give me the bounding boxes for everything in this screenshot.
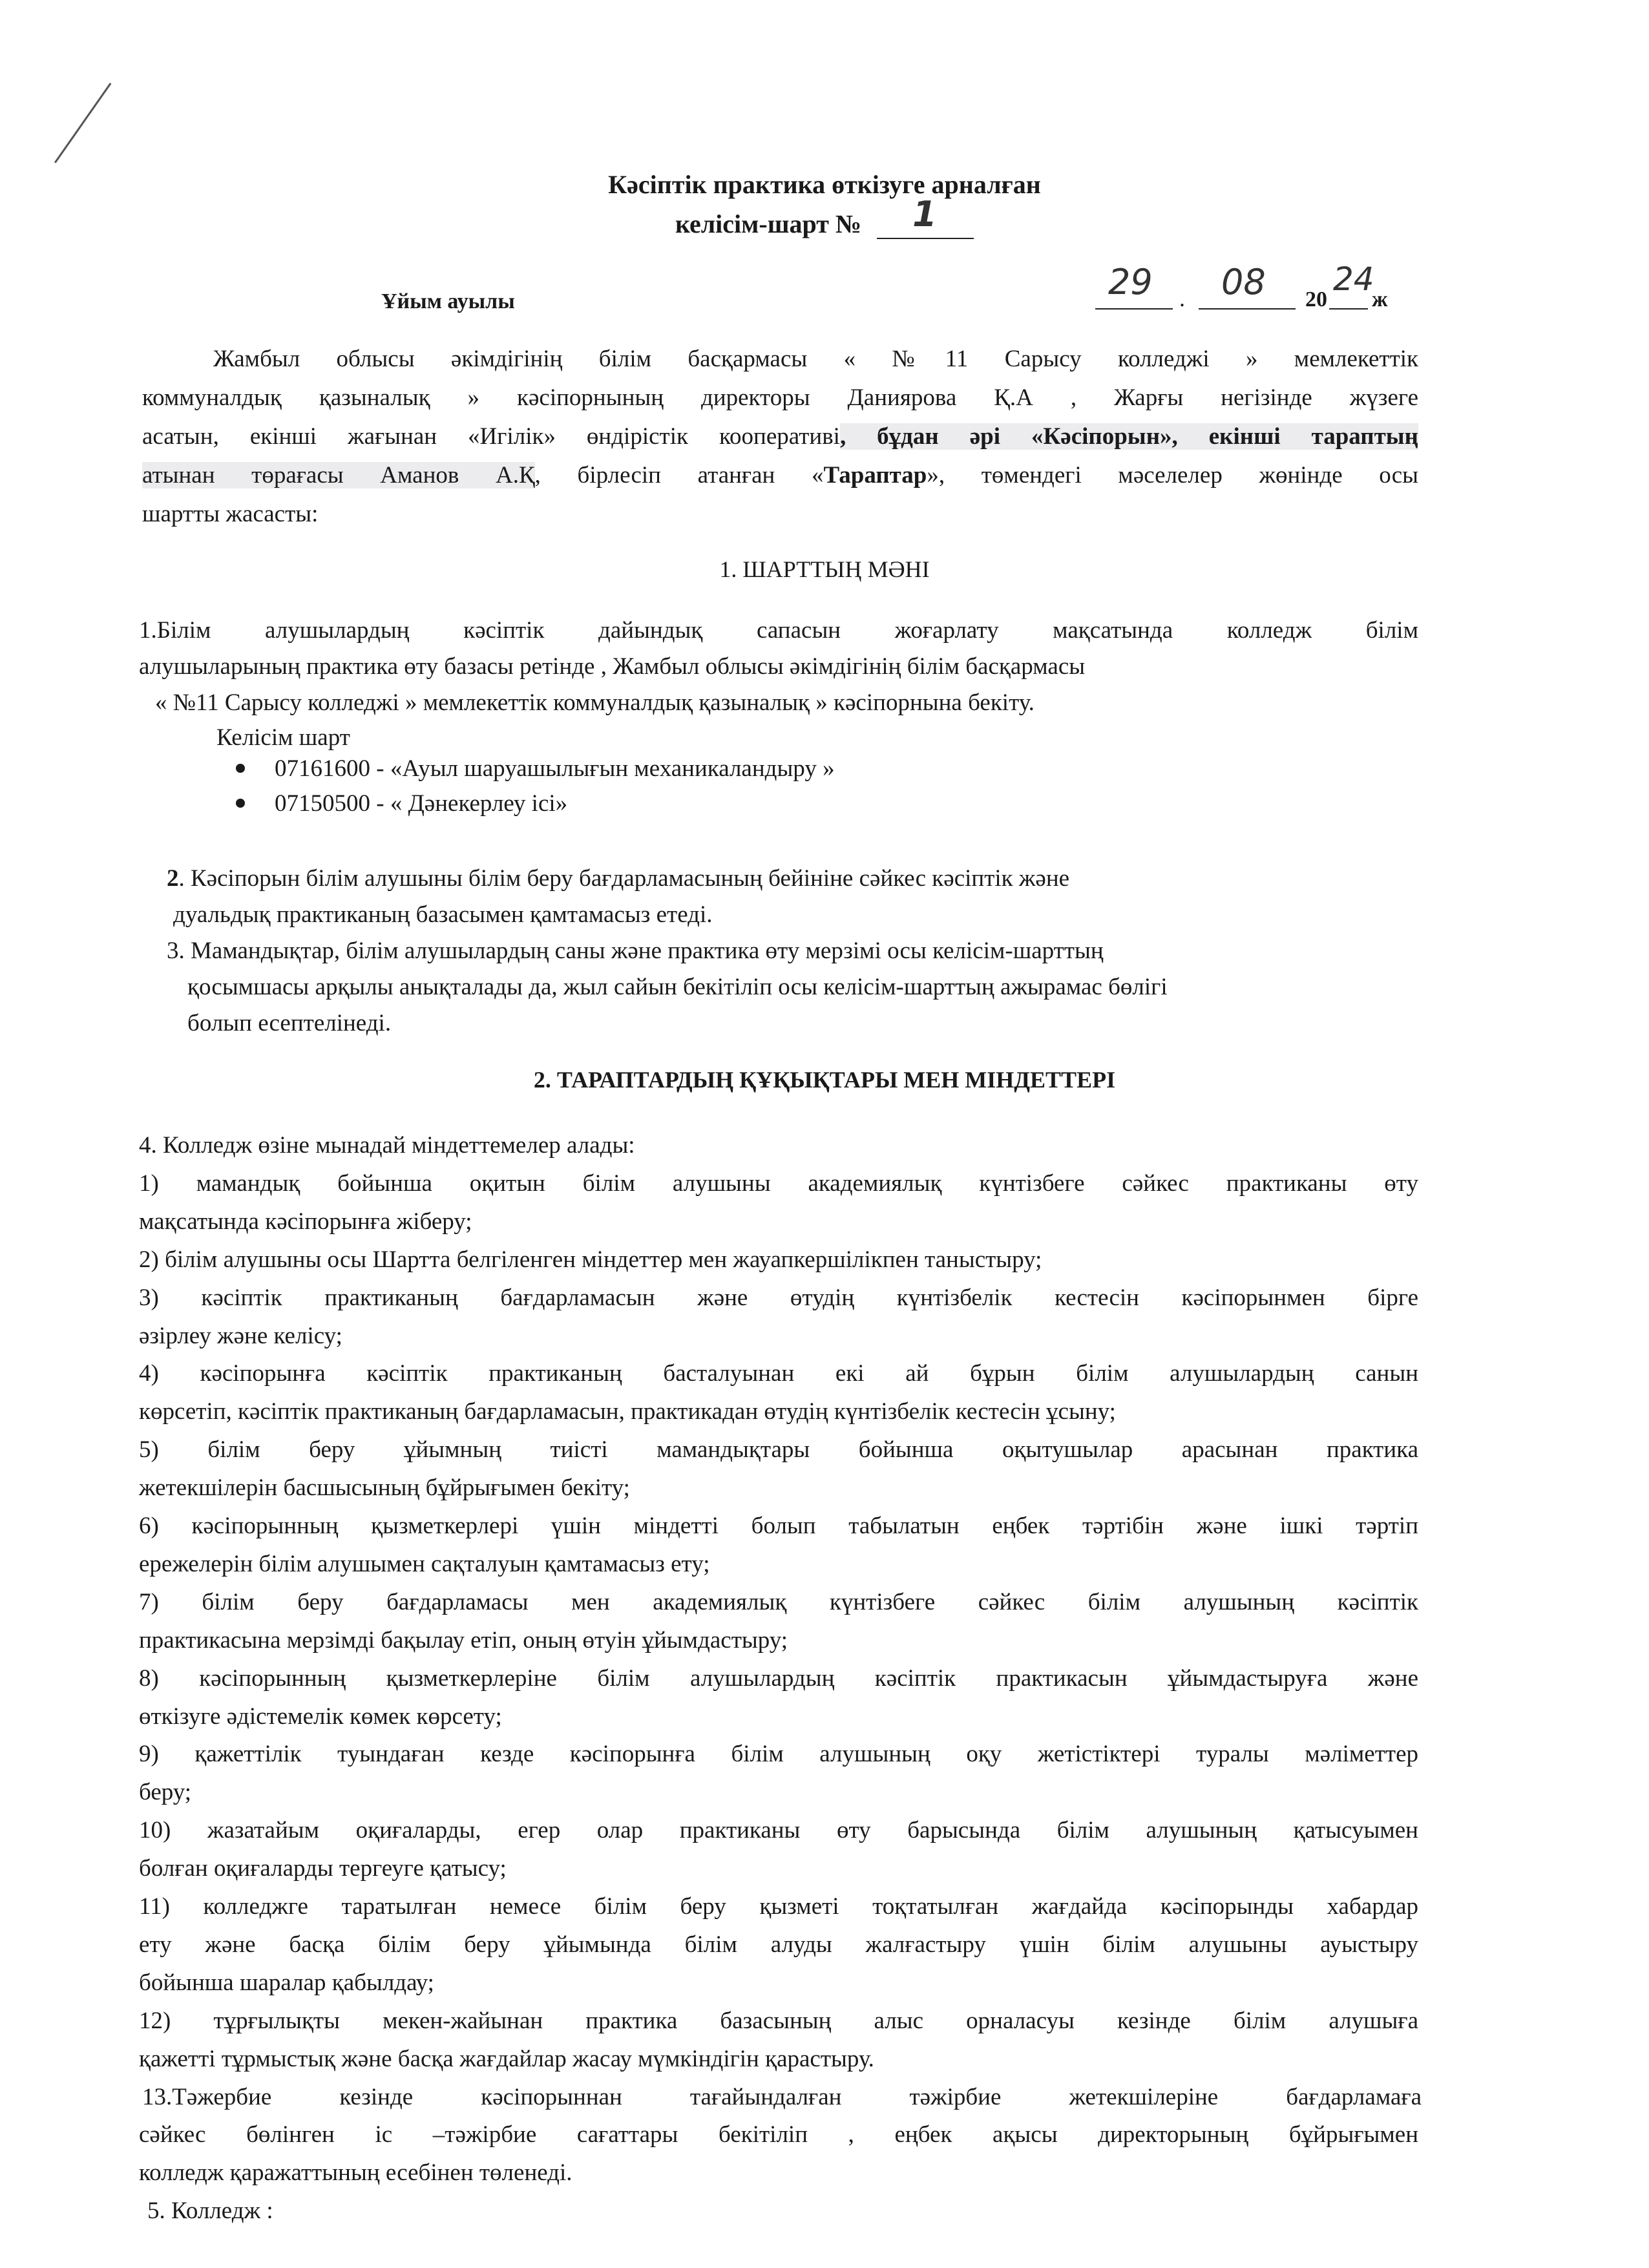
section-2-line: ережелерін білім алушымен сақталуын қамтамасыз ету; — [139, 1550, 710, 1577]
intro-line-5: шартты жасасты: — [142, 501, 319, 527]
s1-p2-line-1: 2. Кәсіпорын білім алушыны білім беру бағдарламасының бейініне сәйкес кәсіптік және — [167, 865, 1070, 892]
s1-p3-line-1: 3. Мамандықтар, білім алушылардың саны және практика өту мерзімі осы келісім-шарттың — [167, 938, 1104, 964]
intro-enterprise-term: Кәсіпорын — [1043, 423, 1161, 450]
section-2-line: колледж қаражаттының есебінен төленеді. — [139, 2159, 572, 2187]
section-2-line: 12) тұрғылықты мекен-жайынан практика базасының алыс орналасуы кезінде білім алушыға — [139, 2007, 1418, 2034]
section-2-line: қажетті тұрмыстық және басқа жағдайлар жасау мүмкіндігін қарастыру. — [139, 2045, 874, 2072]
section-2-line: 13.Тәжербие кезінде кәсіпорыннан тағайындалған тәжірбие жетекшілеріне бағдарламаға — [142, 2083, 1422, 2110]
intro-cooperative: асатын, екінші жағынан «Игілік» өндірістік кооперативі — [142, 423, 840, 450]
section-2-line: 11) колледжге таратылған немесе білім беру қызметі тоқтатылған жағдайда кәсіпорынды хабардар — [139, 1893, 1418, 1920]
year-prefix: 20 — [1305, 288, 1327, 311]
section-2-line: практикасына мерзімді бақылау етіп, оның өтуін ұйымдастыру; — [139, 1626, 788, 1654]
section-2-line: 4. Колледж өзіне мынадай міндеттемелер алады: — [139, 1132, 635, 1159]
s1-p3-line-3: болып есептелінеді. — [187, 1010, 392, 1036]
intro-line-3 — [142, 419, 1418, 455]
corner-pen-mark — [54, 83, 111, 163]
section-2-line: 5. Колледж : — [147, 2198, 273, 2225]
section-2-line: 7) білім беру бағдарламасы мен академиялық күнтізбеге сәйкес білім алушының кәсіптік — [139, 1588, 1418, 1615]
intro-jointly: , бірлесіп атанған « — [534, 462, 824, 488]
bullet-icon — [236, 764, 245, 773]
section-2-line: ету және басқа білім беру ұйымында білім алуды жалғастыру үшін білім алушыны ауыстыру — [139, 1931, 1418, 1958]
s1-p1-line-1: 1.Білім алушылардың кәсіптік дайындық сапасын жоғарлату мақсатында колледж білім — [139, 617, 1418, 644]
intro-line-4 — [142, 457, 1418, 494]
section-2-line: 9) қажеттілік туындаған кезде кәсіпорынға білім алушының оқу жетістіктері туралы мәліметтер — [139, 1741, 1418, 1768]
section-2-line: 1) мамандық бойынша оқитын білім алушыны академиялық күнтізбеге сәйкес практиканы өту — [139, 1170, 1418, 1197]
section-2-line: бойынша шаралар қабылдау; — [139, 1969, 434, 1996]
section-2-line: болған оқиғаларды тергеуге қатысу; — [139, 1855, 507, 1882]
contract-label-text: Келісім шарт — [216, 724, 350, 751]
year-suffix: 24 — [1333, 260, 1374, 298]
section-2-line: 8) кәсіпорынның қызметкерлеріне білім алушылардың кәсіптік практикасын ұйымдастыруға және — [139, 1664, 1418, 1692]
s1-p1-line-2: алушыларының практика өту базасы ретінде , Жамбыл облысы әкімдігінің білім басқармасы — [139, 653, 1086, 680]
section-2-line: беру; — [139, 1779, 192, 1806]
intro-line-1: Жамбыл облысы әкімдігінің білім басқармасы « №11 Сарысу колледжі » мемлекеттік — [213, 346, 1418, 372]
section-2-line: 5) білім беру ұйымның тиісті мамандықтары бойынша оқытушылар арасынан практика — [139, 1436, 1418, 1464]
date-dot: . — [1179, 286, 1185, 311]
list-item: 07161600 - «Ауыл шаруашылығын механикаландыру » — [275, 755, 835, 782]
contract-number-line — [0, 194, 1649, 239]
s1-p1-line-3: « №11 Сарысу колледжі » мемлекеттік коммуналдық қазыналық » кәсіпорнына бекіту. — [155, 689, 1035, 716]
section-2-line: өткізуге әдістемелік көмек көрсету; — [139, 1703, 502, 1730]
section-2-line: сәйкес бөлінген іс –тәжірбие сағаттары бекітіліп , еңбек ақысы директорының бұйрығымен — [139, 2121, 1418, 2148]
year-unit: ж — [1372, 288, 1388, 311]
s1-p3-line-2: қосымшасы арқылы анықталады да, жыл сайын бекітіліп осы келісім-шарттың ажырамас бөлігі — [187, 974, 1168, 1000]
intro-chairman: атынан төрағасы Аманов А.Қ — [142, 462, 535, 488]
intro-second-party: », екінші тараптың — [1160, 423, 1418, 450]
section-2-line: 6) кәсіпорынның қызметкерлері үшін міндетті болып табылатын еңбек тәртібін және ішкі тәртіп — [139, 1513, 1418, 1539]
section-2-line: жетекшілерін басшысының бұйрығымен бекіту; — [139, 1475, 630, 1502]
contract-label: келісім-шарт № — [675, 209, 862, 238]
section-2-line: мақсатында кәсіпорынға жіберу; — [139, 1208, 472, 1235]
section-2-line: 2) білім алушыны осы Шартта белгіленген міндеттер мен жауапкершілікпен таныстыру; — [139, 1246, 1042, 1273]
contract-number: 1 — [912, 194, 937, 235]
intro-following: », төмендегі мәселелер жөнінде осы — [927, 462, 1419, 488]
intro-parties-term: Тараптар — [823, 462, 927, 488]
place-name: Ұйым ауылы — [381, 289, 515, 313]
s1-p2-line-2: дуальдық практиканың базасымен қамтамасыз етеді. — [173, 901, 713, 928]
section-1-heading: 1. ШАРТТЫҢ МӘНІ — [719, 556, 930, 582]
section-2-line: 10) жазатайым оқиғаларды, егер олар практиканы өту барысында білім алушының қатысуымен — [139, 1817, 1418, 1844]
document-title: Кәсіптік практика өткізуге арналған — [608, 170, 1041, 199]
contract-date — [1095, 262, 1444, 313]
section-2-heading: 2. ТАРАПТАРДЫҢ ҚҰҚЫҚТАРЫ МЕН МІНДЕТТЕРІ — [533, 1067, 1116, 1093]
section-2-line: көрсетіп, кәсіптік практиканың бағдарламасын, практикадан өтудің күнтізбелік кестесін ұсыну; — [139, 1398, 1116, 1425]
section-2-line: 4) кәсіпорынға кәсіптік практиканың басталуынан екі ай бұрын білім алушылардың санын — [139, 1360, 1418, 1387]
date-day: 29 — [1108, 262, 1153, 302]
bullet-icon — [236, 799, 245, 808]
section-2-line: 3) кәсіптік практиканың бағдарламасын және өтудің күнтізбелік кестесін кәсіпорынмен бірге — [139, 1284, 1418, 1311]
list-item: 07150500 - « Дәнекерлеу ісі» — [275, 790, 567, 817]
intro-line-2: коммуналдық қазыналық » кәсіпорнының директоры Даниярова Қ.А , Жарғы негізінде жүзеге — [142, 384, 1418, 411]
intro-hereinafter: , бұдан әрі « — [839, 423, 1044, 450]
section-2-line: әзірлеу және келісу; — [139, 1322, 342, 1349]
date-month: 08 — [1221, 262, 1266, 302]
